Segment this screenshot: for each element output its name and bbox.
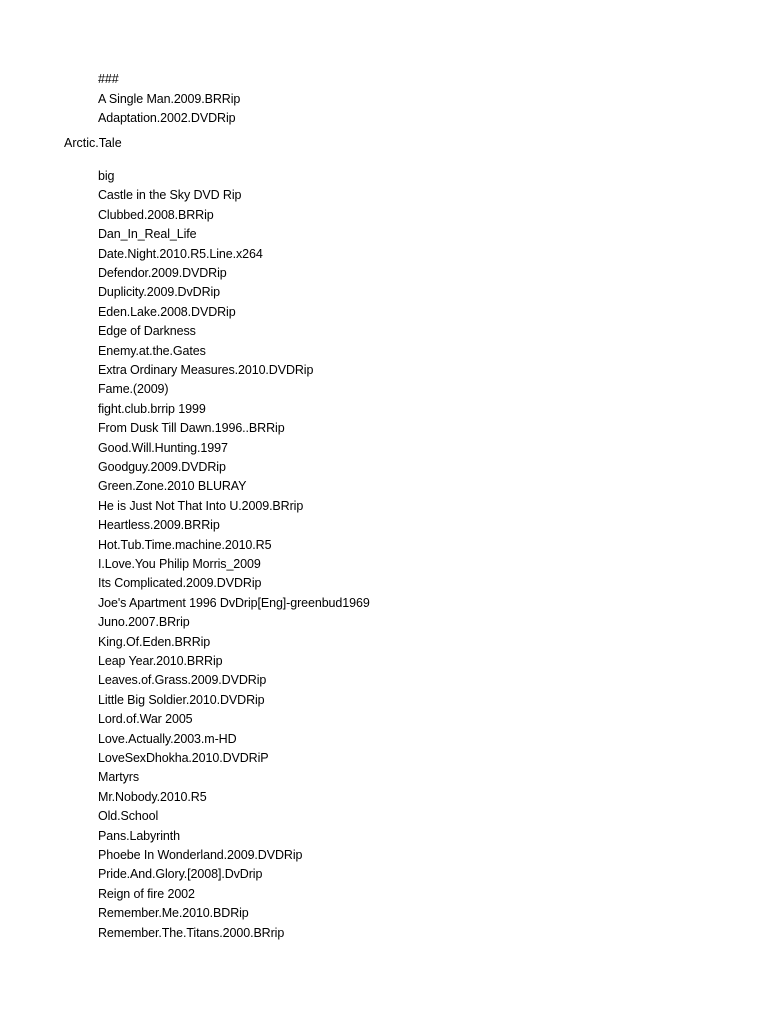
list-item: Extra Ordinary Measures.2010.DVDRip [98, 363, 314, 377]
list-item: Duplicity.2009.DvDRip [98, 285, 221, 299]
list-item: Green.Zone.2010 BLURAY [98, 479, 247, 493]
list-item: Phoebe In Wonderland.2009.DVDRip [98, 848, 303, 862]
list-item: Remember.The.Titans.2000.BRrip [98, 926, 285, 940]
list-item: Martyrs [98, 770, 139, 784]
list-item: Heartless.2009.BRRip [98, 518, 220, 532]
list-item: Defendor.2009.DVDRip [98, 266, 227, 280]
list-item: Juno.2007.BRrip [98, 615, 190, 629]
list-item: Castle in the Sky DVD Rip [98, 188, 242, 202]
list-item: Old.School [98, 809, 159, 823]
list-item: Remember.Me.2010.BDRip [98, 906, 249, 920]
list-item: Edge of Darkness [98, 324, 196, 338]
list-item: Clubbed.2008.BRRip [98, 208, 214, 222]
list-item: Enemy.at.the.Gates [98, 344, 206, 358]
list-item: Hot.Tub.Time.machine.2010.R5 [98, 538, 272, 552]
list-item: Fame.(2009) [98, 382, 169, 396]
list-item: Date.Night.2010.R5.Line.x264 [98, 247, 263, 261]
list-item: Joe's Apartment 1996 DvDrip[Eng]-greenbud1969 [98, 596, 370, 610]
list-item: LoveSexDhokha.2010.DVDRiP [98, 751, 269, 765]
list-item: Love.Actually.2003.m-HD [98, 732, 237, 746]
list-item-wrapped: Arctic.Tale [64, 136, 122, 150]
list-item: Pride.And.Glory.[2008].DvDrip [98, 867, 263, 881]
list-item: A Single Man.2009.BRRip [98, 92, 241, 106]
list-item: Pans.Labyrinth [98, 829, 180, 843]
list-item: Goodguy.2009.DVDRip [98, 460, 226, 474]
list-item: He is Just Not That Into U.2009.BRrip [98, 499, 304, 513]
list-item: Good.Will.Hunting.1997 [98, 441, 228, 455]
list-item: Its Complicated.2009.DVDRip [98, 576, 262, 590]
list-item: Reign of fire 2002 [98, 887, 195, 901]
list-item: Leap Year.2010.BRRip [98, 654, 223, 668]
list-item: Dan_In_Real_Life [98, 227, 197, 241]
list-item: fight.club.brrip 1999 [98, 402, 206, 416]
list-item: King.Of.Eden.BRRip [98, 635, 211, 649]
list-item: Mr.Nobody.2010.R5 [98, 790, 207, 804]
list-item: From Dusk Till Dawn.1996..BRRip [98, 421, 285, 435]
list-item: Adaptation.2002.DVDRip [98, 111, 236, 125]
list-item: ### [98, 72, 119, 86]
list-item: Eden.Lake.2008.DVDRip [98, 305, 236, 319]
list-item: big [98, 169, 115, 183]
list-item: Little Big Soldier.2010.DVDRip [98, 693, 265, 707]
list-item: Lord.of.War 2005 [98, 712, 193, 726]
list-item: I.Love.You Philip Morris_2009 [98, 557, 261, 571]
list-item: Leaves.of.Grass.2009.DVDRip [98, 673, 267, 687]
